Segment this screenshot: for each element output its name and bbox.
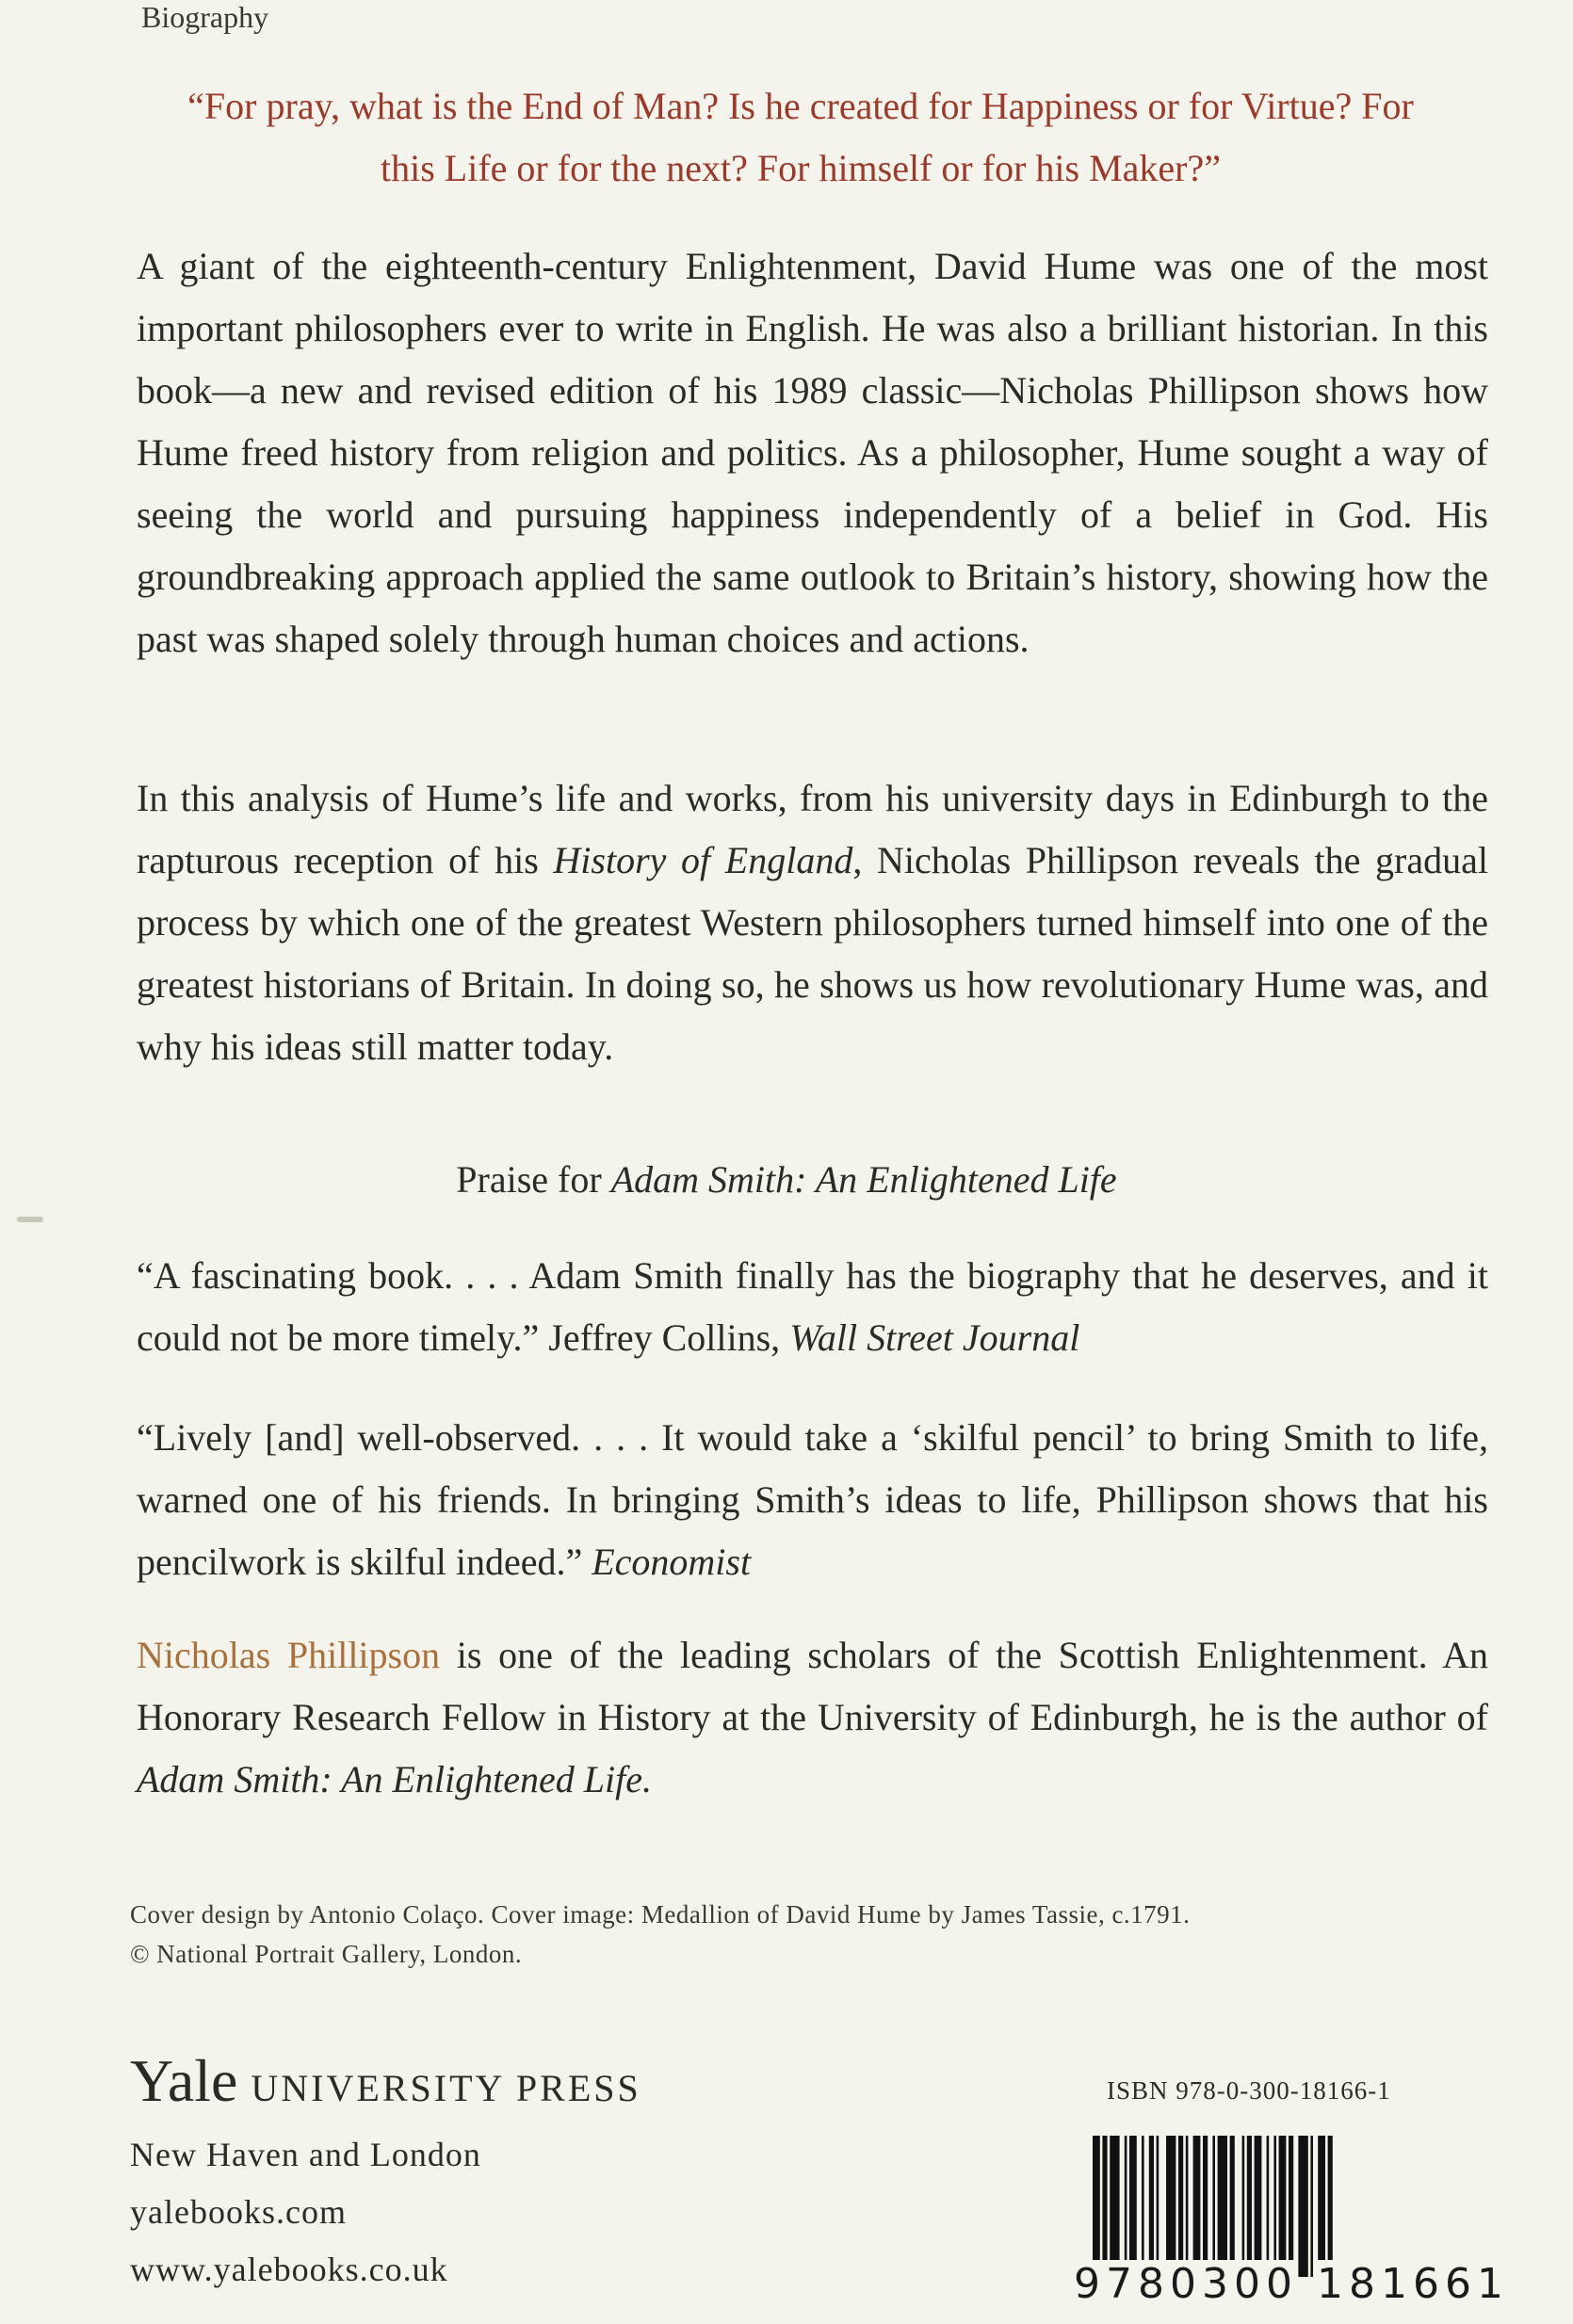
barcode-bar xyxy=(1247,2136,1252,2277)
review-2-source: Economist xyxy=(592,1541,752,1583)
author-name: Nicholas Phillipson xyxy=(137,1634,441,1676)
review-2-text: “Lively [and] well-observed. . . . It would take a ‘skilful pencil’ to bring Smith to life, warned one of his friends. In bringing Smith’s ideas to life, Phillipson shows that his pencilwork is skilful indeed.” xyxy=(137,1416,1488,1583)
praise-heading-title: Adam Smith: An Enlightened Life xyxy=(610,1158,1117,1201)
cover-credits-line-2: © National Portrait Gallery, London. xyxy=(130,1940,523,1968)
barcode-lead-digit: 9 xyxy=(1074,2260,1106,2308)
barcode-bar xyxy=(1242,2136,1245,2277)
isbn-label: ISBN 978-0-300-18166-1 xyxy=(1107,2076,1391,2105)
barcode-bar xyxy=(1193,2136,1201,2277)
barcode-bar xyxy=(1125,2136,1127,2277)
barcode-bar xyxy=(1203,2136,1208,2277)
epigraph-quote: “For pray, what is the End of Man? Is he created for Happiness or for Virtue? For this Life or for the next? For himself or for his Maker?” xyxy=(187,85,1414,189)
barcode-bar xyxy=(1279,2136,1287,2277)
paragraph-2-text-start: In this analysis of Hume’s life and works, from his university days in Edinburgh to the rapturous reception of his xyxy=(137,777,1488,881)
praise-heading-prefix: Praise for xyxy=(456,1158,611,1201)
category-label: Biography xyxy=(141,0,269,34)
publisher-website-us: yalebooks.com xyxy=(130,2193,347,2231)
review-economist xyxy=(137,1407,1488,1593)
review-1-text: “A fascinating book. . . . Adam Smith finally has the biography that he deserves, and it could not be more timely.” Jeffrey Collins, xyxy=(137,1254,1488,1359)
logo-yale: Yale xyxy=(130,2047,238,2114)
barcode-bar xyxy=(1310,2136,1313,2277)
barcode-bar xyxy=(1255,2136,1262,2277)
author-bio-text: is one of the leading scholars of the Scottish Enlightenment. An Honorary Research Fellow in History at the University of Edinburgh, he is the author of xyxy=(137,1634,1488,1738)
barcode-bar xyxy=(1267,2136,1270,2277)
author-bio xyxy=(137,1624,1488,1811)
barcode-bar xyxy=(1230,2136,1235,2277)
barcode-bar xyxy=(1142,2136,1144,2277)
cover-credits-line-1: Cover design by Antonio Colaço. Cover image: Medallion of David Hume by James Tassie, c.1791. xyxy=(130,1900,1191,1929)
paragraph-2-text-end: , Nicholas Phillipson reveals the gradual process by which one of the greatest Western philosophers turned himself into one of the greatest historians of Britain. In doing so, he shows us how revolutionary Hume was, and why his ideas still matter today. xyxy=(137,839,1488,1068)
author-bio-book-title: Adam Smith: An Enlightened Life. xyxy=(137,1758,652,1800)
barcode-bar xyxy=(1157,2136,1159,2277)
publisher-location: New Haven and London xyxy=(130,2136,481,2173)
publisher-block xyxy=(130,2043,641,2299)
barcode-digit-group-1: 780300 xyxy=(1106,2260,1298,2308)
barcode-bar xyxy=(1149,2136,1154,2277)
description-paragraph-1: A giant of the eighteenth-century Enlightenment, David Hume was one of the most important philosophers ever to write in English. He was also a brilliant historian. In this book—a new and revised edition of his 1989 classic—Nicholas Phillipson shows how Hume freed history from religion and politics. As a philosopher, Hume sought a way of seeing the world and pursuing happiness independently of a belief in God. His groundbreaking approach applied the same outlook to Britain’s history, showing how the past was shaped solely through human choices and actions. xyxy=(137,245,1488,660)
barcode-bar xyxy=(1186,2136,1189,2277)
barcode-bar xyxy=(1318,2136,1325,2277)
barcode-bar xyxy=(1298,2136,1307,2277)
barcode-bar xyxy=(1129,2136,1137,2277)
publisher-website-uk: www.yalebooks.co.uk xyxy=(130,2251,448,2288)
barcode-bar xyxy=(1178,2136,1183,2277)
barcode-bar xyxy=(1273,2136,1276,2277)
logo-university-press: UNIVERSITY PRESS xyxy=(251,2067,641,2109)
praise-heading xyxy=(0,1149,1573,1211)
barcode-digit-group-2: 181661 xyxy=(1316,2260,1509,2308)
barcode-bar xyxy=(1289,2136,1293,2277)
review-1-source: Wall Street Journal xyxy=(789,1316,1080,1359)
history-of-england-title: History of England xyxy=(553,839,853,881)
barcode-bar xyxy=(1212,2136,1215,2277)
barcode-bar xyxy=(1110,2136,1119,2277)
barcode-digits xyxy=(1074,2260,1509,2308)
print-smudge xyxy=(17,1217,43,1222)
cover-credits xyxy=(130,1895,1449,1974)
review-wall-street-journal xyxy=(137,1245,1488,1369)
description-paragraph-2 xyxy=(137,767,1488,1078)
barcode-bar xyxy=(1166,2136,1176,2277)
publisher-logo xyxy=(130,2043,641,2126)
